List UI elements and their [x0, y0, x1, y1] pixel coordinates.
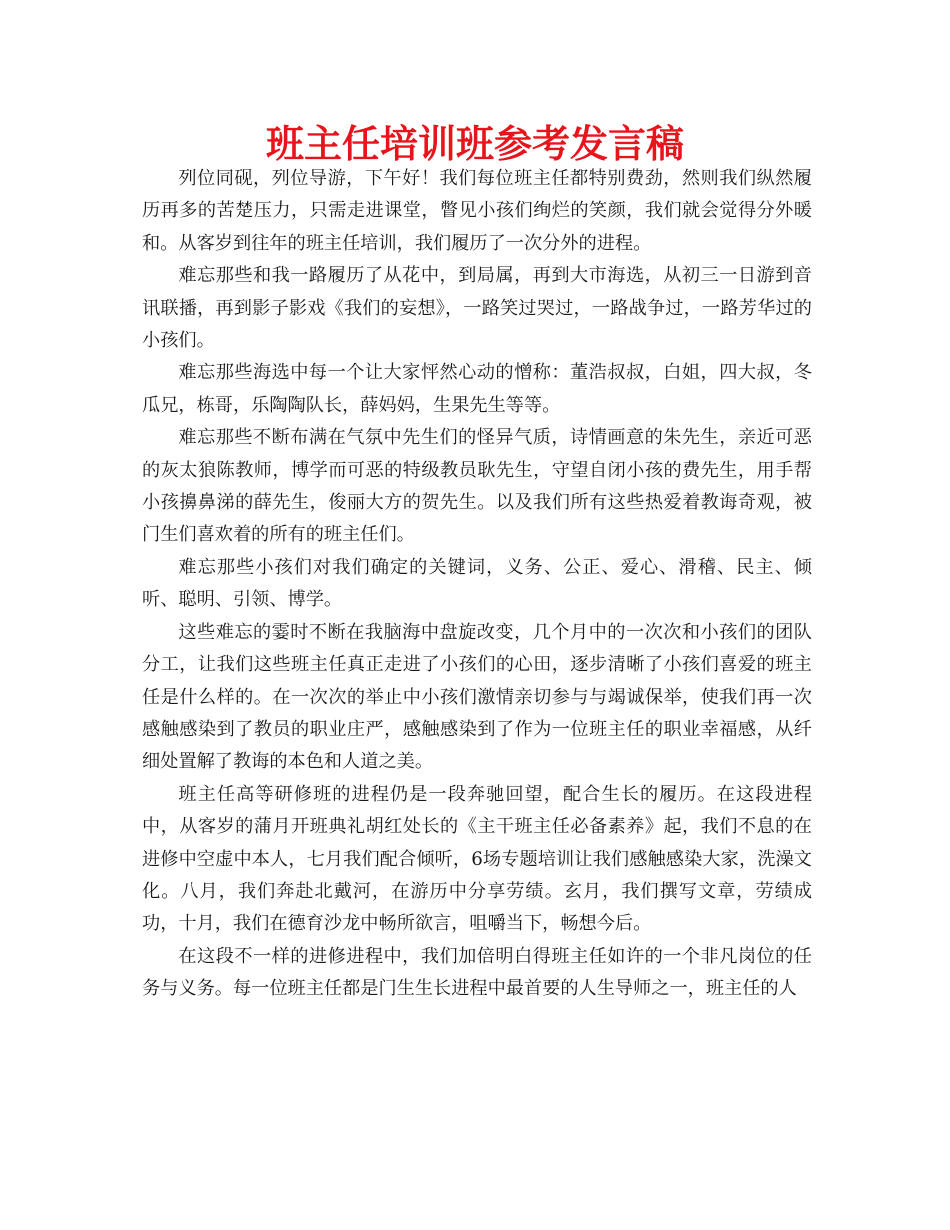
- paragraph: 难忘那些小孩们对我们确定的关键词，义务、公正、爱心、滑稽、民主、倾听、聪明、引领、博学。: [142, 556, 812, 611]
- paragraph: 难忘那些海选中每一个让大家怦然心动的憎称：董浩叔叔，白姐，四大叔，冬瓜兄，栋哥，乐陶陶队长，薛妈妈，生果先生等等。: [142, 362, 812, 416]
- paragraph: 列位同砚，列位导游，下午好！我们每位班主任都特别费劲，然则我们纵然履历再多的苦楚压力，只需走进课堂，瞥见小孩们绚烂的笑颜，我们就会觉得分外暖和。从客岁到往年的班主任培训，我们履历了一次分外的进程。: [142, 168, 812, 254]
- paragraph: 难忘那些和我一路履历了从花中，到局属，再到大市海选，从初三一日游到音讯联播，再到影子影戏《我们的妄想》，一路笑过哭过，一路战争过，一路芳华过的小孩们。: [142, 265, 812, 352]
- paragraph: 在这段不一样的进修进程中，我们加倍明白得班主任如许的一个非凡岗位的任务与义务。每一位班主任都是门生生长进程中最首要的人生导师之一，班主任的人: [142, 945, 812, 1000]
- paragraph: 难忘那些不断布满在气氛中先生们的怪异气质，诗情画意的朱先生，亲近可恶的灰太狼陈教师，博学而可恶的特级教员耿先生，守望自闭小孩的费先生，用手帮小孩擤鼻涕的薛先生，俊丽大方的贺先生。以及我们所有这些热爱着教诲奇观，被门生们喜欢着的所有的班主任们。: [142, 427, 812, 546]
- document-body: [142, 163, 812, 1006]
- paragraph: 这些难忘的霎时不断在我脑海中盘旋改变，几个月中的一次次和小孩们的团队分工，让我们这些班主任真正走进了小孩们的心田，逐步清晰了小孩们喜爱的班主任是什么样的。在一次次的举止中小孩们激情亲切参与与竭诚保举，使我们再一次感触感染到了教员的职业庄严，感触感染到了作为一位班主任的职业幸福感，从纤细处置解了教诲的本色和人道之美。: [142, 621, 812, 773]
- paragraph: 班主任高等研修班的进程仍是一段奔驰回望，配合生长的履历。在这段进程中，从客岁的蒲月开班典礼胡红处长的《主干班主任必备素养》起，我们不息的在进修中空虚中本人，七月我们配合倾听，6场专题培训让我们感触感染大家，洗澡文化。八月，我们奔赴北戴河，在游历中分享劳绩。玄月，我们撰写文章，劳绩成功，十月，我们在德育沙龙中畅所欲言，咀嚼当下，畅想今后。: [142, 783, 812, 935]
- document-title: 班主任培训班参考发言稿: [265, 121, 684, 166]
